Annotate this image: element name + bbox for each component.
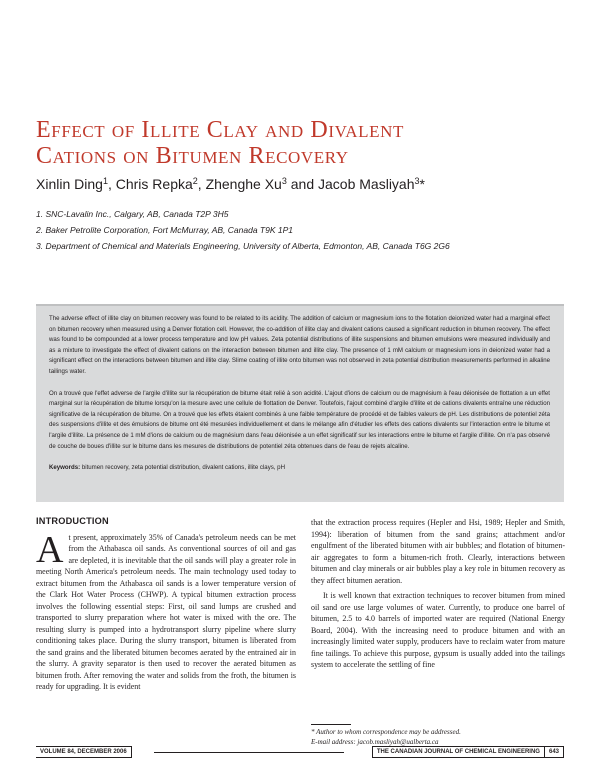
title-line-1: Effect of Illite Clay and Divalent — [36, 117, 404, 143]
right-column — [311, 517, 565, 671]
abstract-box — [36, 304, 564, 502]
author-name: Jacob Masliyah — [318, 176, 415, 192]
article-title — [36, 117, 576, 169]
author-name: Chris Repka — [115, 176, 193, 192]
author-affiliation-mark: 3 — [414, 176, 420, 186]
drop-cap: A — [36, 528, 64, 571]
body-paragraph: that the extraction process requires (Hepler and Hsi, 1989; Hepler and Smith, 1994): liberation of bitumen from the sand grains; attachment and/or engulfment of the liberated bitumen with air bubbles; and flotation of bitumen-air aggregates to form a bitumen-rich froth. Clearly, interactions between bitumen and clay minerals or air bubbles play a key role in bitumen recovery as they affect bitumen aeration. — [311, 518, 565, 585]
abstract-english: The adverse effect of illite clay on bitumen recovery was found to be related to its acidity. The addition of calcium or magnesium ions to the flotation deionized water had a marginal effect on bitumen recovery when measured using a Denver flotation cell. However, the co-addition of illite clay and divalent cations caused a significant reduction in bitumen recovery. The effect was found to be compounded at a lower process temperature and low pH values. Zeta potential distributions of illite suspensions and bitumen emulsions were measured individually and as a mixture to investigate the effect of divalent cations on the interaction between bitumen and illite clay. The presence of 1 mM calcium or magnesium ions in deionized water had a significant effect on the interactions between bitumen and illite clay. Slime coating of illite onto bitumen was not observed in zeta potential distribution measurements performed in alkaline tailings water. — [49, 315, 550, 375]
footnote — [311, 727, 565, 747]
keywords — [49, 463, 550, 474]
author-separator: , — [107, 176, 116, 192]
abstract-french: On a trouvé que l'effet adverse de l'argile d'illite sur la récupération de bitume était relié à son acidité. L'ajout d'ions de calcium ou de magnésium à l'eau déionisée de flottation a un effet marginal sur la récupération de bitume lorsqu'on la mesure avec une cellule de flottation de Denver. Toutefois, l'ajout combiné d'argile d'illite et de cations divalents entraîne une réduction significative de la récupération de bitume. On a trouvé que les effets étaient combinés à une faible température de procédé et de faibles valeurs de pH. Les distributions de potentiel zéta des suspensions d'illite et des émulsions de bitume ont été mesurées individuellement et dans le mélange afin d'étudier les effets des cations divalents sur l'interaction entre le bitume et l'argile d'illite. La présence de 1 mM d'ions de calcium ou de magnésium dans l'eau déionisée a un effet significatif sur les interactions entre le bitume et l'argile d'illite. On n'a pas observé de couche de boues d'illite sur le bitume dans les mesures de distributions de potentiel zéta obtenues dans de l'eau de rejets alcaline. — [49, 389, 550, 450]
footnote-divider — [311, 724, 351, 725]
author-separator: and — [286, 176, 319, 192]
correspondence-note: * Author to whom correspondence may be addressed. — [311, 728, 461, 736]
keywords-label: Keywords: — [49, 464, 81, 472]
page-footer — [36, 746, 564, 758]
affiliation-list — [36, 209, 576, 257]
footer-divider — [154, 752, 344, 753]
affiliation: 3. Department of Chemical and Materials Engineering, University of Alberta, Edmonton, AB, Canada T6G 2G6 — [36, 241, 450, 251]
body-paragraph: It is well known that extraction techniques to recover bitumen from mined oil sand ore use large volumes of water. Currently, to produce one barrel of bitumen, 2.5 to 4.0 barrels of imported water are required (National Energy Board, 2004). With the increasing need to produce bitumen and with an increasingly limited water supply, producers have to reclaim water from mature fine tailings. To achieve this purpose, gypsum is usually added into the tailings system to accelerate the settling of fine — [311, 591, 565, 669]
author-affiliation-mark: 1 — [102, 176, 108, 186]
author-list — [36, 176, 425, 192]
keywords-text: bitumen recovery, zeta potential distribution, divalent cations, illite clays, pH — [81, 464, 285, 472]
intro-paragraph: t present, approximately 35% of Canada's petroleum needs can be met from the Athabasca oil sands. As conventional sources of oil and gas are depleted, it is inevitable that the oil sands will play a greater role in meeting North America's petroleum needs. The main technology used today to extract bitumen from the Athabasca oil sands is a lower temperature version of the Clark Hot Water Process (CHWP). A typical bitumen extraction process involves the following essential steps: First, oil sand lumps are crushed and transported to slurry preparation where hot water is mixed with the ore. The resulting slurry is pumped into a hydrotransport slurry pipeline where slurry conditioning takes place. During the slurry transport, bitumen is liberated from the sand grains and the liberated bitumen becomes aerated by the entrained air in the slurry. A gravity separator is then used to recover the aerated bitumen as bitumen froth. After removing the water and solids from the froth, the bitumen is ready for upgrading. It is evident — [36, 532, 296, 691]
page-number: 643 — [545, 746, 564, 758]
author-separator: , — [197, 176, 206, 192]
affiliation: 1. SNC-Lavalin Inc., Calgary, AB, Canada T2P 3H5 — [36, 209, 229, 219]
author-affiliation-mark: 2 — [192, 176, 198, 186]
section-heading: INTRODUCTION — [36, 516, 109, 526]
journal-name: THE CANADIAN JOURNAL OF CHEMICAL ENGINEERING — [372, 746, 545, 758]
title-line-2: Cations on Bitumen Recovery — [36, 143, 349, 169]
journal-block — [372, 746, 564, 758]
author-affiliation-mark: 3 — [281, 176, 287, 186]
affiliation: 2. Baker Petrolite Corporation, Fort McMurray, AB, Canada T9K 1P1 — [36, 225, 293, 235]
email-address: E-mail address: jacob.masliyah@ualberta.ca — [311, 738, 439, 746]
volume-label: VOLUME 84, DECEMBER 2006 — [36, 746, 132, 758]
author-name: Zhenghe Xu — [205, 176, 282, 192]
left-column — [36, 516, 296, 693]
corresponding-author-mark: * — [419, 176, 425, 192]
author-name: Xinlin Ding — [36, 176, 103, 192]
